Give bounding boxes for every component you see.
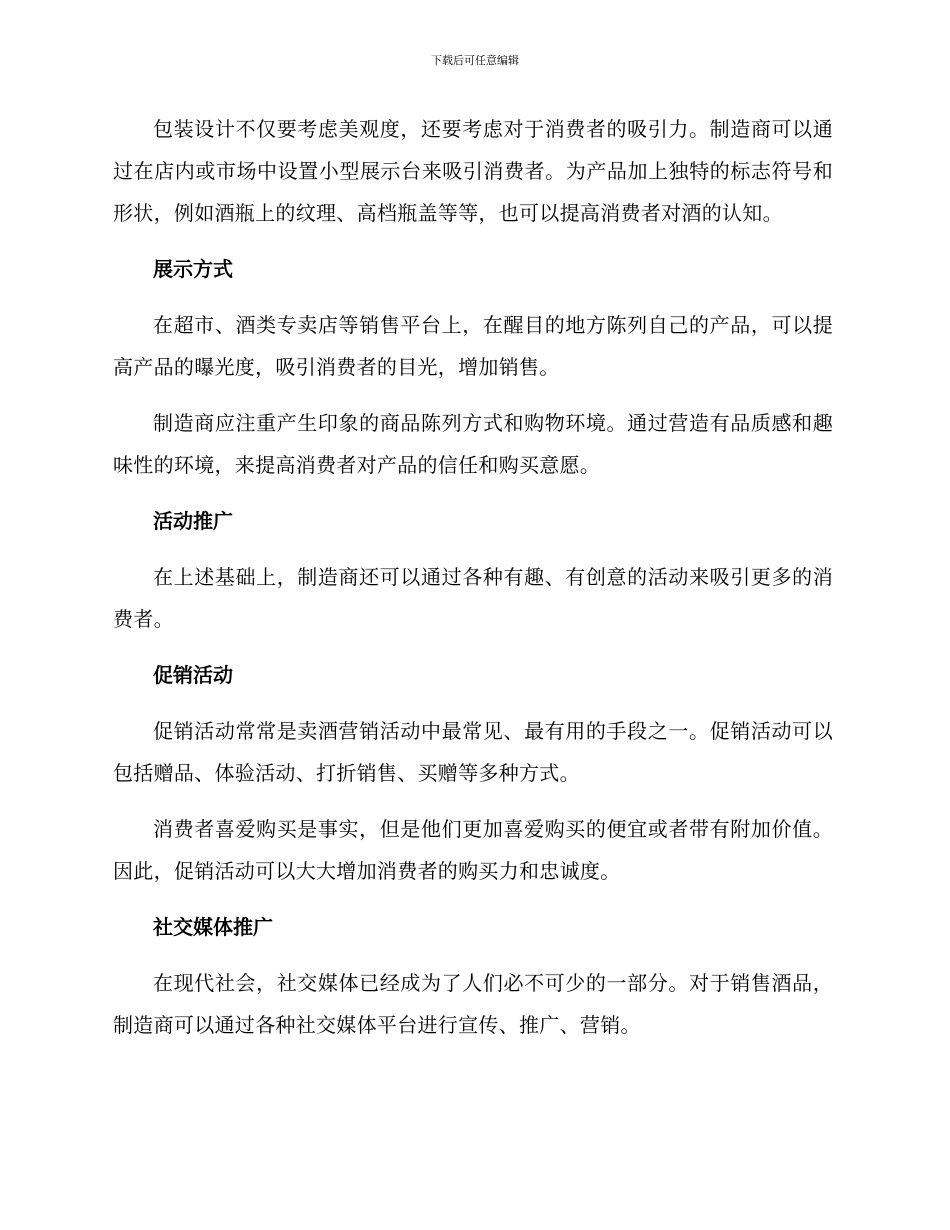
paragraph-display-shelf: 在超市、酒类专卖店等销售平台上，在醒目的地方陈列自己的产品，可以提高产品的曝光度，吸引消费者的目光，增加销售。 [113, 313, 833, 379]
document-body [113, 108, 833, 1060]
paragraph-event-promotion: 在上述基础上，制造商还可以通过各种有趣、有创意的活动来吸引更多的消费者。 [113, 565, 833, 631]
paragraph-social-media: 在现代社会，社交媒体已经成为了人们必不可少的一部分。对于销售酒品，制造商可以通过各种社交媒体平台进行宣传、推广、营销。 [113, 971, 833, 1037]
paragraph-display-environment: 制造商应注重产生印象的商品陈列方式和购物环境。通过营造有品质感和趣味性的环境，来提高消费者对产品的信任和购买意愿。 [113, 411, 833, 477]
paragraph-sales-promotion-methods: 促销活动常常是卖酒营销活动中最常见、最有用的手段之一。促销活动可以包括赠品、体验活动、打折销售、买赠等多种方式。 [113, 719, 833, 785]
paragraph-packaging: 包装设计不仅要考虑美观度，还要考虑对于消费者的吸引力。制造商可以通过在店内或市场中设置小型展示台来吸引消费者。为产品加上独特的标志符号和形状，例如酒瓶上的纹理、高档瓶盖等等，也可以提高消费者对酒的认知。 [113, 117, 833, 225]
paragraph-sales-promotion-loyalty: 消费者喜爱购买是事实，但是他们更加喜爱购买的便宜或者带有附加价值。因此，促销活动可以大大增加消费者的购买力和忠诚度。 [113, 817, 833, 883]
section-heading-sales-promotion: 促销活动 [153, 663, 233, 687]
page-header: 下载后可任意编辑 [431, 54, 519, 67]
section-heading-event-promotion: 活动推广 [153, 509, 233, 533]
section-heading-display: 展示方式 [153, 257, 233, 281]
section-heading-social-media: 社交媒体推广 [153, 915, 273, 939]
